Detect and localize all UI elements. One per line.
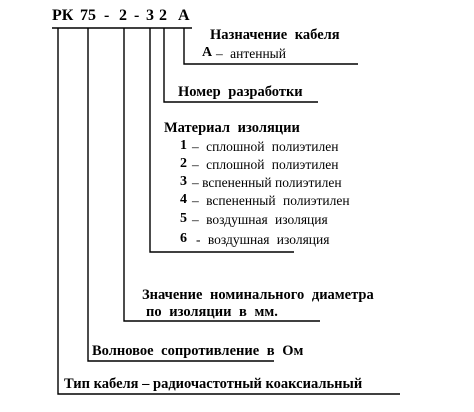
insulation-item-num: 1 <box>180 138 187 153</box>
purpose-desc: – антенный <box>216 46 286 61</box>
marking-rk: РК <box>52 7 74 24</box>
insulation-item-num: 2 <box>180 156 187 171</box>
insulation-item-num: 3 <box>180 174 187 189</box>
marking-dash-2: - <box>134 7 140 24</box>
marking-development: 2 <box>159 7 167 24</box>
insulation-item-text: – воздушная изоляция <box>192 212 328 227</box>
purpose-title: Назначение кабеля <box>210 27 340 43</box>
marking-purpose: А <box>178 7 190 24</box>
purpose-code: А <box>202 45 213 60</box>
insulation-title: Материал изоляции <box>164 120 300 136</box>
marking-dash-1: - <box>104 7 110 24</box>
insulation-item-text: - воздушная изоляция <box>196 232 330 247</box>
insulation-item-text: – сплошной полиэтилен <box>192 139 339 154</box>
insulation-item-text: – вспененный полиэтилен <box>192 175 342 190</box>
diameter-line-1: Значение номинального диаметра <box>142 287 374 303</box>
type-leader <box>58 28 400 394</box>
marking-diameter: 2 <box>119 7 127 24</box>
insulation-item-num: 4 <box>180 192 187 207</box>
development-title: Номер разработки <box>178 84 303 100</box>
diameter-line-2: по изоляции в мм. <box>146 304 278 320</box>
impedance-text: Волновое сопротивление в Ом <box>92 343 304 359</box>
insulation-item-num: 6 <box>180 231 187 246</box>
insulation-item-num: 5 <box>180 211 187 226</box>
marking-impedance: 75 <box>80 7 96 24</box>
type-text: Тип кабеля – радиочастотный коаксиальный <box>64 376 363 392</box>
insulation-item-text: – вспененный полиэтилен <box>192 193 350 208</box>
marking-insulation: 3 <box>146 7 154 24</box>
insulation-item-text: – сплошной полиэтилен <box>192 157 339 172</box>
